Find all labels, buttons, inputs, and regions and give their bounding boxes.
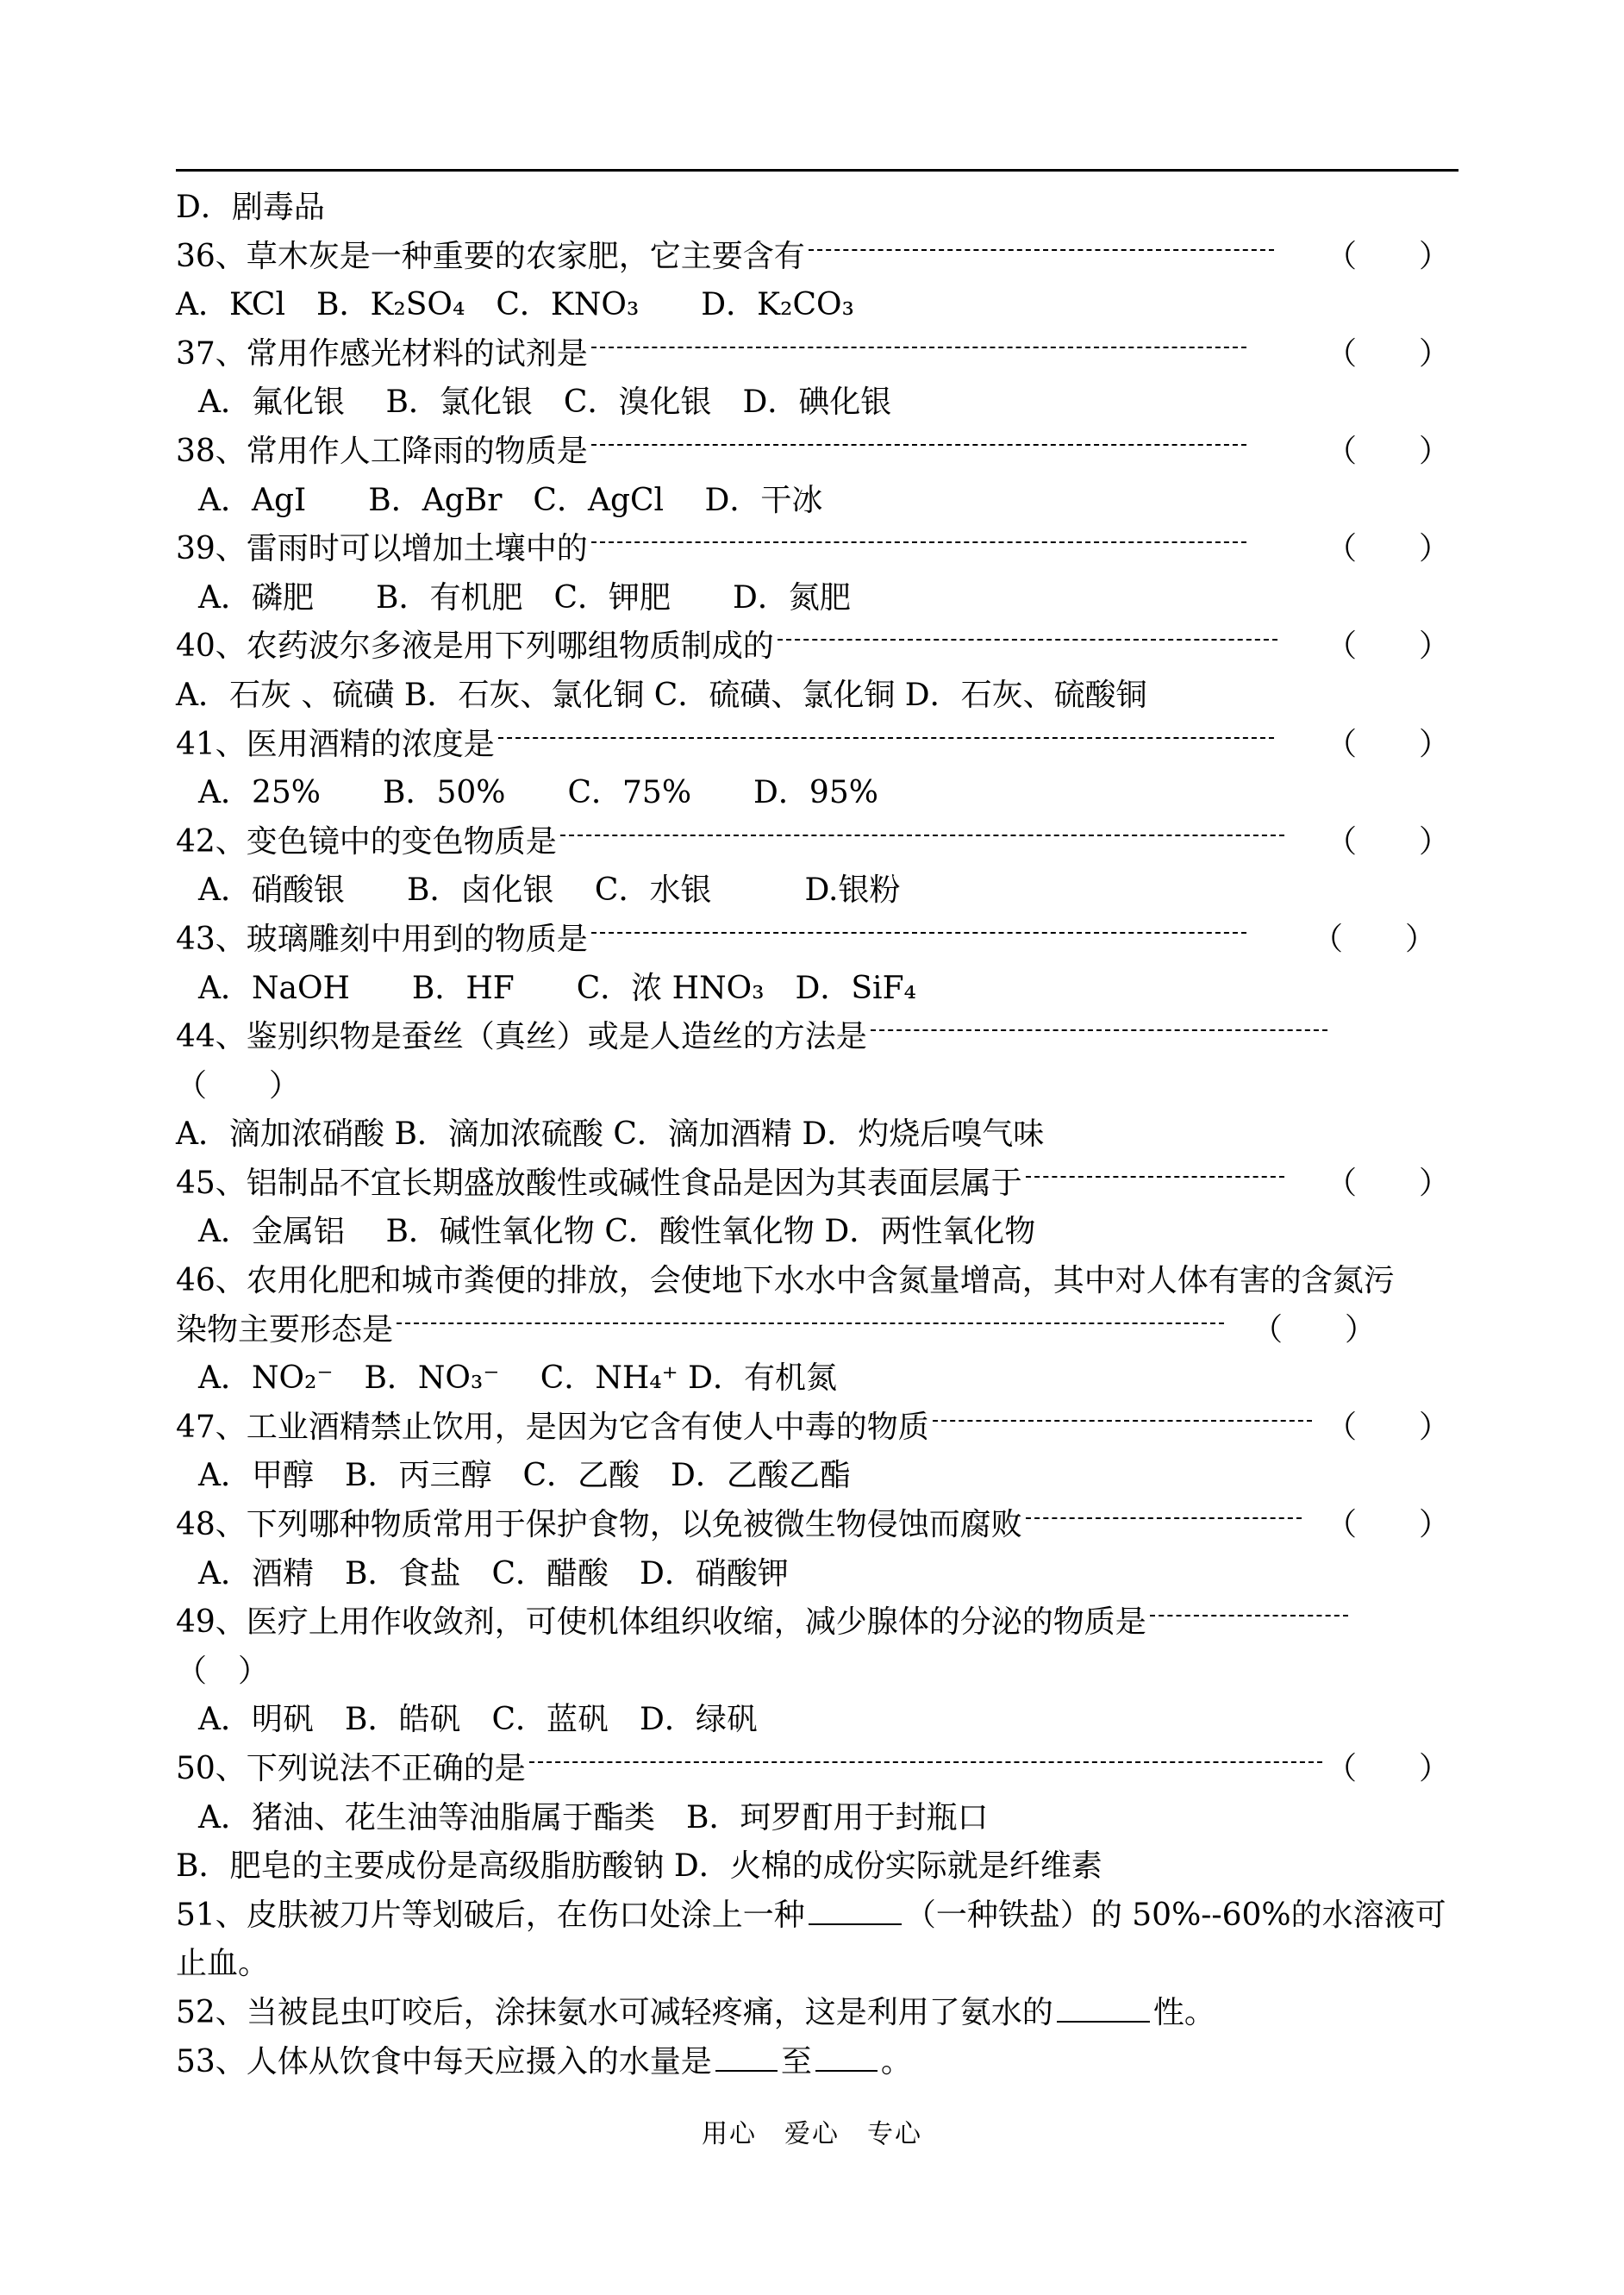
leader-dashes <box>591 932 1246 934</box>
question-49 <box>176 1598 1462 1648</box>
question-text: 52、当被昆虫叮咬后，涂抹氨水可减轻疼痛，这是利用了氨水的 <box>176 1994 1053 2030</box>
question-48 <box>176 1501 1462 1550</box>
question-50-options <box>176 1794 1462 1843</box>
leader-dashes <box>809 249 1274 251</box>
question-39-options <box>176 574 1462 623</box>
leader-dashes <box>498 737 1274 739</box>
question-stem: 50、下列说法不正确的是 <box>176 1751 526 1786</box>
leader-dashes <box>871 1029 1327 1031</box>
question-stem: 染物主要形态是 <box>176 1311 394 1348</box>
question-50-options-2 <box>176 1842 1462 1892</box>
question-46-options <box>176 1354 1462 1404</box>
answer-paren: （ ） <box>1325 1751 1450 1786</box>
question-43 <box>176 916 1462 965</box>
question-51-cont <box>176 1940 1462 1989</box>
document-body <box>176 184 1462 2086</box>
options-text: A．硝酸银 B．卤化银 C．水银 D.银粉 <box>198 872 901 909</box>
question-52 <box>176 1989 1462 2038</box>
options-text: A．明矾 B．皓矾 C．蓝矾 D．绿矾 <box>198 1702 758 1738</box>
question-53 <box>176 2038 1462 2087</box>
leader-dashes <box>591 444 1246 446</box>
question-text: 止血。 <box>176 1946 270 1982</box>
question-41 <box>176 721 1462 770</box>
answer-paren: （ ） <box>1325 1507 1450 1543</box>
question-49-options <box>176 1696 1462 1745</box>
question-47 <box>176 1404 1462 1453</box>
question-stem: 46、农用化肥和城市粪便的排放，会使地下水水中含氮量增高，其中对人体有害的含氮污 <box>176 1263 1395 1299</box>
question-text: 性。 <box>1152 1994 1215 2030</box>
question-44-paren-line <box>176 1062 1462 1111</box>
options-text: A．磷肥 B．有机肥 C．钾肥 D．氮肥 <box>198 579 851 616</box>
options-text: A．NO₂⁻ B．NO₃⁻ C．NH₄⁺ D．有机氮 <box>198 1360 837 1397</box>
options-text: A．滴加浓硝酸 B．滴加浓硫酸 C．滴加酒精 D．灼烧后嗅气味 <box>176 1116 1045 1153</box>
leader-dashes <box>529 1761 1322 1763</box>
question-39 <box>176 525 1462 574</box>
answer-blank <box>1057 2021 1150 2023</box>
header-rule <box>176 169 1458 172</box>
question-36-options <box>176 281 1462 330</box>
question-46 <box>176 1257 1462 1306</box>
answer-paren: （ ） <box>176 1067 301 1104</box>
question-45-options <box>176 1208 1462 1257</box>
question-stem: 49、医疗上用作收敛剂，可使机体组织收缩，减少腺体的分泌的物质是 <box>176 1604 1146 1641</box>
question-51 <box>176 1892 1462 1941</box>
leader-dashes <box>933 1420 1312 1422</box>
question-49-paren-line <box>176 1648 1462 1697</box>
leader-dashes <box>1026 1517 1302 1519</box>
question-text: （一种铁盐）的 50%--60%的水溶液可 <box>904 1897 1446 1933</box>
leader-dashes <box>1026 1176 1284 1178</box>
option-line <box>176 184 1462 233</box>
question-38-options <box>176 477 1462 526</box>
leader-dashes <box>1150 1615 1348 1617</box>
leader-dashes <box>591 541 1246 543</box>
options-text: A．25% B．50% C．75% D．95% <box>198 775 878 811</box>
question-42 <box>176 818 1462 867</box>
options-text: A．甲醇 B．丙三醇 C．乙酸 D．乙酸乙酯 <box>198 1458 851 1494</box>
question-46-cont <box>176 1306 1462 1355</box>
answer-blank <box>715 2070 778 2072</box>
question-36 <box>176 233 1462 282</box>
question-44 <box>176 1013 1462 1062</box>
question-text: 。 <box>880 2043 912 2079</box>
question-stem: 43、玻璃雕刻中用到的物质是 <box>176 921 588 957</box>
options-text: A．猪油、花生油等油脂属于酯类 B．珂罗酊用于封瓶口 <box>198 1799 989 1835</box>
leader-dashes <box>591 347 1246 348</box>
options-text: A．NaOH B．HF C．浓 HNO₃ D．SiF₄ <box>198 970 916 1006</box>
question-38 <box>176 428 1462 477</box>
question-text: 至 <box>780 2043 812 2079</box>
options-text: A．KCl B．K₂SO₄ C．KNO₃ D．K₂CO₃ <box>176 287 854 323</box>
answer-paren: （ ） <box>1251 1311 1376 1348</box>
question-text: 51、皮肤被刀片等划破后，在伤口处涂上一种 <box>176 1897 805 1933</box>
question-40-options <box>176 672 1462 721</box>
options-text: A．氟化银 B．氯化银 C．溴化银 D．碘化银 <box>198 385 892 421</box>
question-stem: 39、雷雨时可以增加土壤中的 <box>176 531 588 567</box>
answer-paren: （ ） <box>1325 335 1450 372</box>
question-45 <box>176 1160 1462 1209</box>
question-stem: 42、变色镜中的变色物质是 <box>176 823 557 860</box>
question-40 <box>176 622 1462 672</box>
question-stem: 37、常用作感光材料的试剂是 <box>176 335 588 372</box>
question-42-options <box>176 866 1462 916</box>
answer-paren: （ ） <box>1325 1409 1450 1445</box>
answer-paren: （ ） <box>176 1653 270 1689</box>
leader-dashes <box>560 835 1284 836</box>
question-50 <box>176 1745 1462 1794</box>
question-stem: 44、鉴别织物是蚕丝（真丝）或是人造丝的方法是 <box>176 1019 867 1055</box>
options-text: B．肥皂的主要成份是高级脂肪酸钠 D．火棉的成份实际就是纤维素 <box>176 1848 1102 1885</box>
options-text: A．酒精 B．食盐 C．醋酸 D．硝酸钾 <box>198 1555 789 1591</box>
answer-paren: （ ） <box>1325 726 1450 762</box>
answer-paren: （ ） <box>1325 238 1450 274</box>
answer-paren: （ ） <box>1325 628 1450 665</box>
page-footer: 用心 爱心 专心 <box>702 2119 922 2149</box>
leader-dashes <box>778 639 1277 641</box>
answer-paren: （ ） <box>1325 1165 1450 1201</box>
question-stem: 40、农药波尔多液是用下列哪组物质制成的 <box>176 628 774 665</box>
question-43-options <box>176 965 1462 1014</box>
leader-dashes <box>397 1323 1224 1324</box>
question-stem: 47、工业酒精禁止饮用，是因为它含有使人中毒的物质 <box>176 1409 929 1445</box>
option-text: D．剧毒品 <box>176 190 325 225</box>
answer-blank <box>809 1923 902 1925</box>
answer-paren: （ ） <box>1325 823 1450 860</box>
options-text: A．石灰 、硫磺 B．石灰、氯化铜 C．硫磺、氯化铜 D．石灰、硫酸铜 <box>176 677 1147 713</box>
question-text: 53、人体从饮食中每天应摄入的水量是 <box>176 2043 712 2079</box>
answer-blank <box>815 2070 878 2072</box>
options-text: A．AgI B．AgBr C．AgCl D．干冰 <box>198 482 823 518</box>
question-stem: 41、医用酒精的浓度是 <box>176 726 495 762</box>
question-37-options <box>176 378 1462 428</box>
question-stem: 48、下列哪种物质常用于保护食物，以免被微生物侵蚀而腐败 <box>176 1507 1022 1543</box>
question-37 <box>176 330 1462 379</box>
question-stem: 38、常用作人工降雨的物质是 <box>176 433 588 469</box>
answer-paren: （ ） <box>1311 921 1436 957</box>
options-text: A．金属铝 B．碱性氧化物 C．酸性氧化物 D．两性氧化物 <box>198 1214 1036 1250</box>
question-stem: 45、铝制品不宜长期盛放酸性或碱性食品是因为其表面层属于 <box>176 1165 1022 1201</box>
question-47-options <box>176 1452 1462 1501</box>
question-48-options <box>176 1550 1462 1599</box>
question-41-options <box>176 769 1462 818</box>
question-44-options <box>176 1110 1462 1160</box>
answer-paren: （ ） <box>1325 433 1450 469</box>
answer-paren: （ ） <box>1325 531 1450 567</box>
question-stem: 36、草木灰是一种重要的农家肥，它主要含有 <box>176 238 805 274</box>
